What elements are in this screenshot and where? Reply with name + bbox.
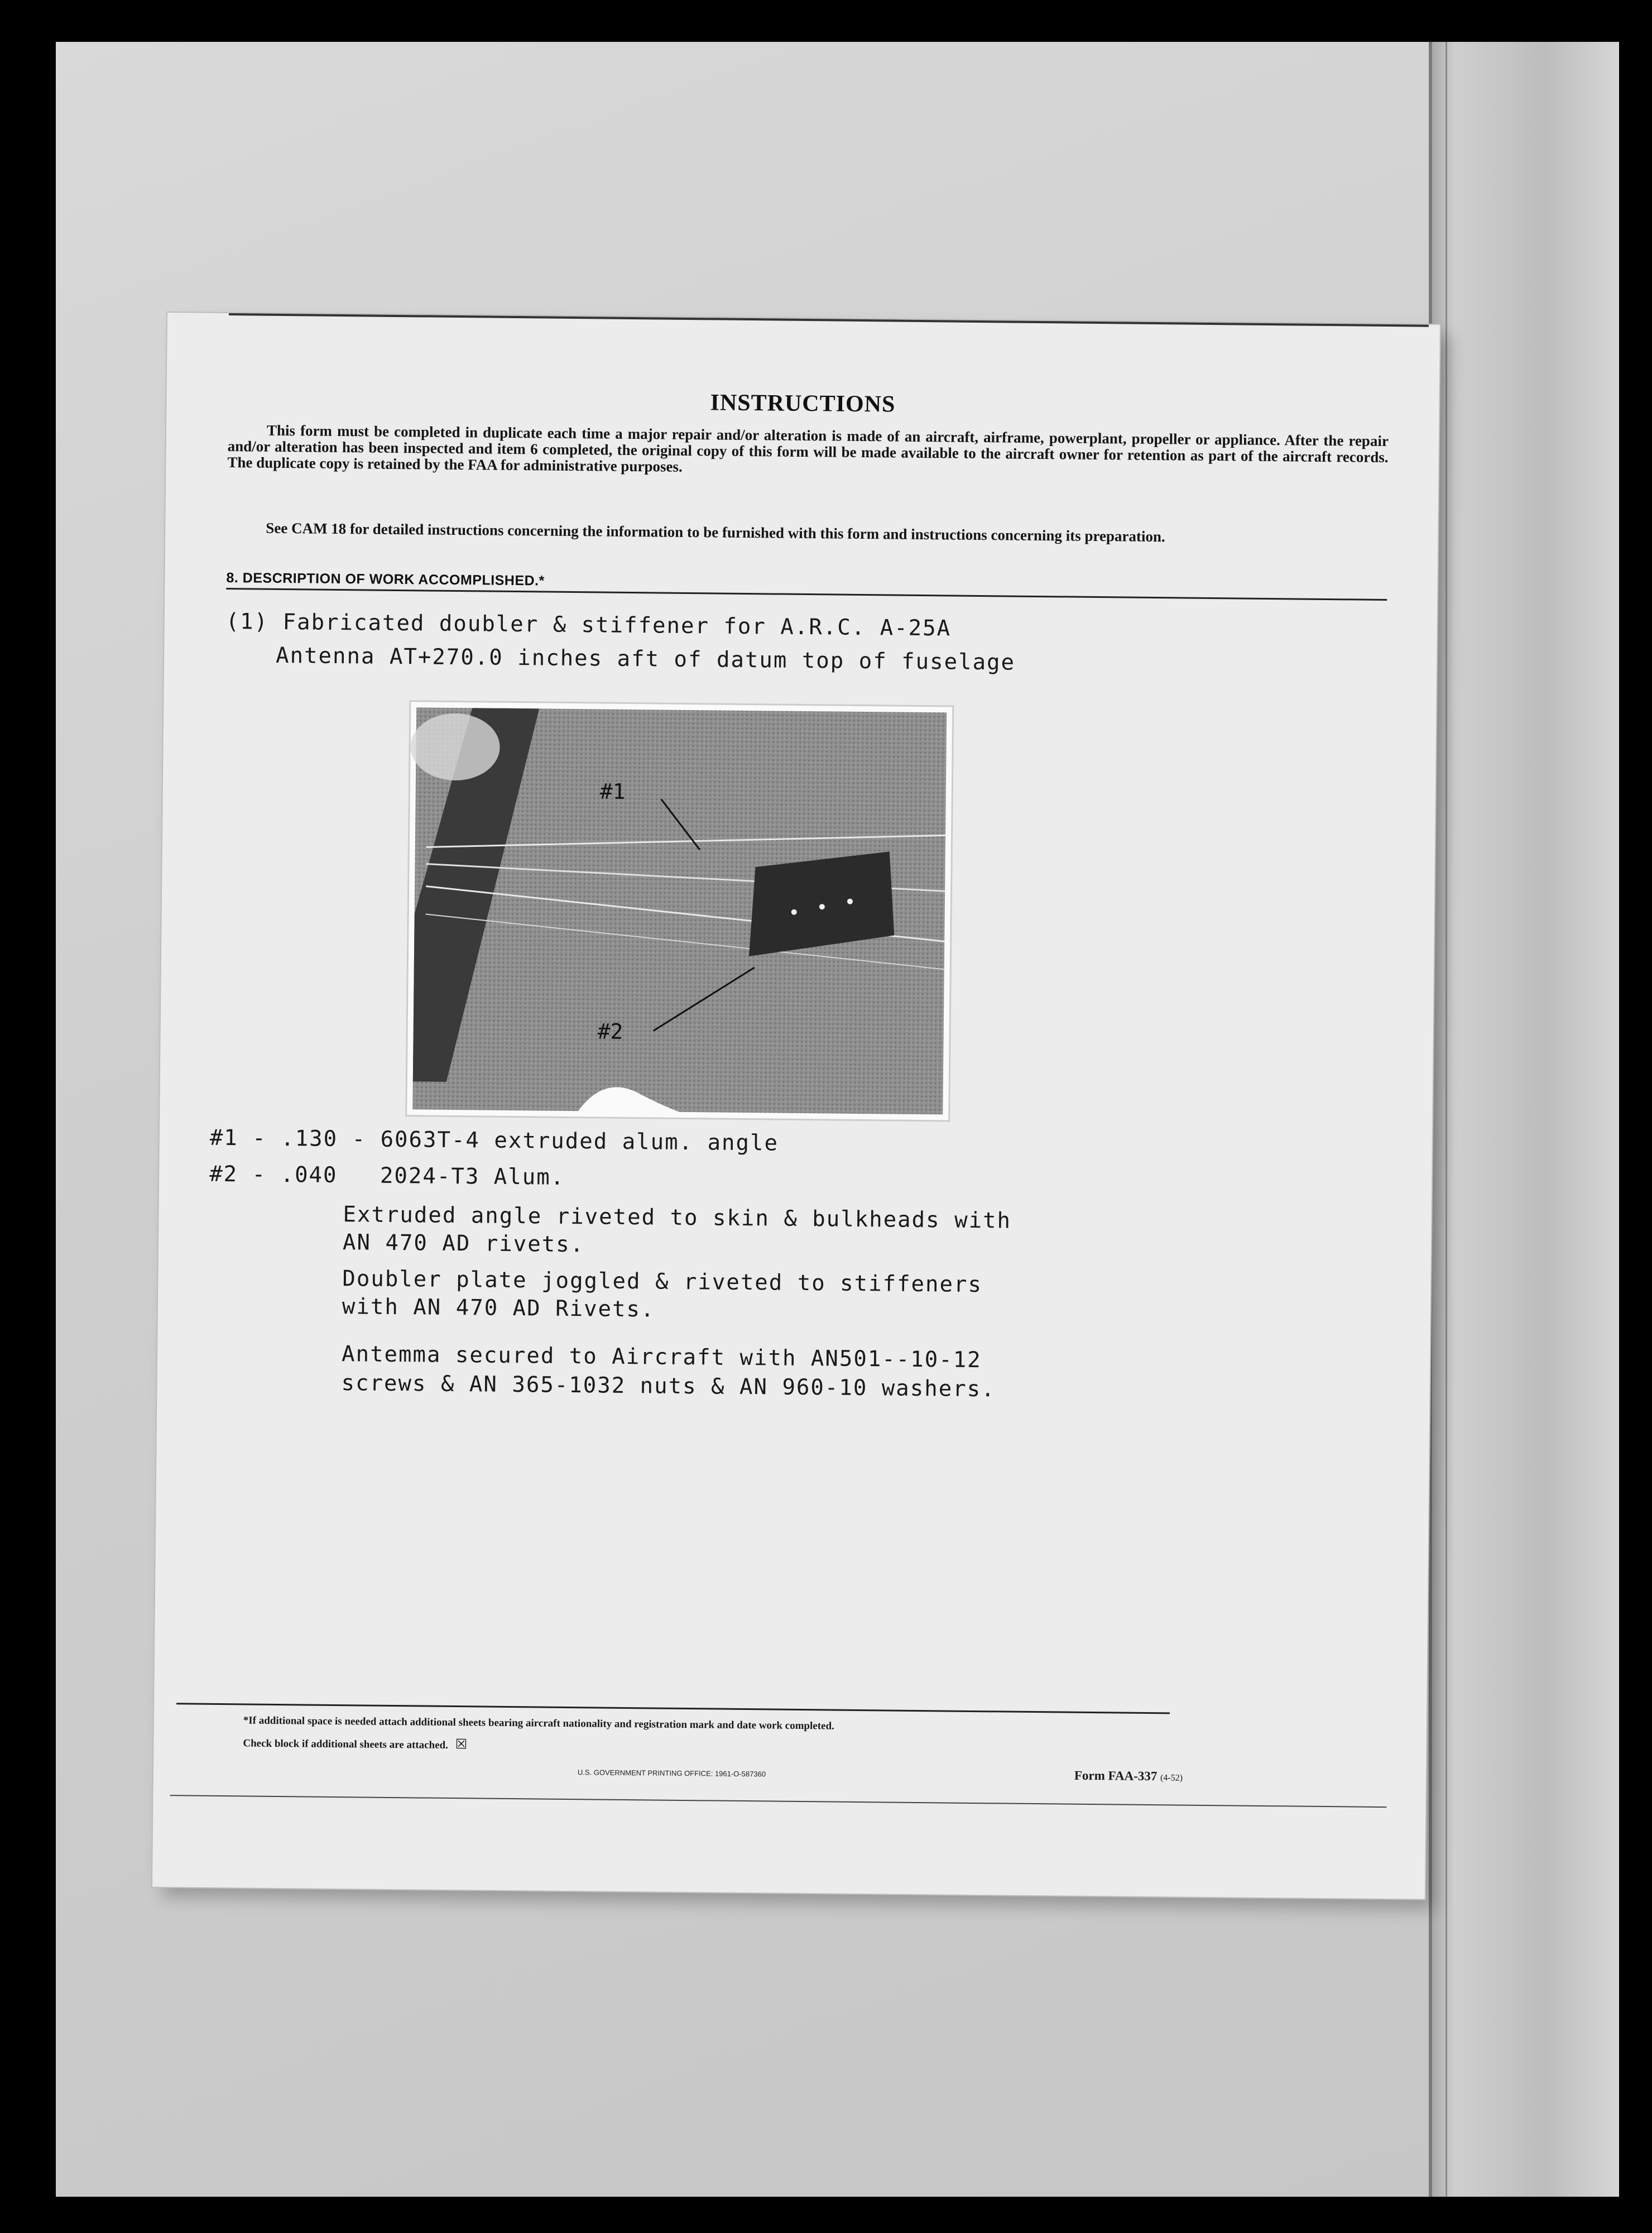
additional-space-footnote: *If additional space is needed attach additional sheets bearing aircraft nationality and registration mark and date work completed. xyxy=(243,1714,834,1732)
instructions-title: INSTRUCTIONS xyxy=(710,390,896,418)
rivet xyxy=(791,909,797,915)
note-3-line-a: Antemma secured to Aircraft with AN501--10-12 xyxy=(341,1341,982,1373)
note-2-line-a: Doubler plate joggled & riveted to stiffeners xyxy=(342,1266,983,1298)
additional-sheets-label: Check block if additional sheets are attached. xyxy=(243,1737,449,1751)
note-2-line-b: with AN 470 AD Rivets. xyxy=(342,1294,655,1322)
part-2-spec: #2 - .040 2024-T3 Alum. xyxy=(209,1161,565,1190)
rivet xyxy=(819,904,825,909)
faa-form-337-page xyxy=(152,313,1440,1899)
callout-label-1: #1 xyxy=(599,779,626,804)
instructions-paragraph-cam: See CAM 18 for detailed instructions concerning the information to be furnished with this form and instructions concerning its preparation. xyxy=(266,519,1165,545)
section-8-label: 8. DESCRIPTION OF WORK ACCOMPLISHED.* xyxy=(226,570,545,589)
part-1-spec: #1 - .130 - 6063T-4 extruded alum. angle xyxy=(209,1125,779,1156)
installation-photo xyxy=(405,700,954,1122)
photo-image xyxy=(407,702,952,1120)
work-line-2: Antenna AT+270.0 inches aft of datum top of fuselage xyxy=(275,643,1016,675)
section-divider xyxy=(226,588,1387,601)
form-number-label: Form FAA-337 xyxy=(1074,1768,1158,1784)
note-3-line-b: screws & AN 365-1032 nuts & AN 960-10 washers. xyxy=(341,1371,996,1402)
wooden-board-edge xyxy=(1429,42,1619,2197)
instructions-paragraph: This form must be completed in duplicate each time a major repair and/or alteration is made of an aircraft, airframe, powerplant, propeller or appliance. After the repair and/or alteration has been inspected and item 6 completed, the original copy of this form will be made available to the aircraft owner for retention as part of the aircraft records. The duplicate copy is retained by the FAA for administrative purposes. xyxy=(227,421,1389,475)
note-1-line-b: AN 470 AD rivets. xyxy=(342,1230,585,1258)
printing-office-line: U.S. GOVERNMENT PRINTING OFFICE: 1961-O-587360 xyxy=(577,1768,766,1779)
footer-divider xyxy=(176,1703,1170,1714)
rivet xyxy=(847,899,853,904)
form-bottom-border xyxy=(170,1795,1386,1808)
additional-sheets-checkbox[interactable]: ☒ xyxy=(455,1736,468,1752)
callout-label-2: #2 xyxy=(597,1019,623,1044)
form-number xyxy=(1074,1769,1183,1784)
note-1-line-a: Extruded angle riveted to skin & bulkheads with xyxy=(343,1202,1012,1234)
board-seam xyxy=(1446,42,1447,2197)
work-line-1: (1) Fabricated doubler & stiffener for A.R.C. A-25A xyxy=(225,609,952,641)
form-revision: (4-52) xyxy=(1160,1773,1183,1783)
additional-sheets-note xyxy=(243,1734,467,1752)
